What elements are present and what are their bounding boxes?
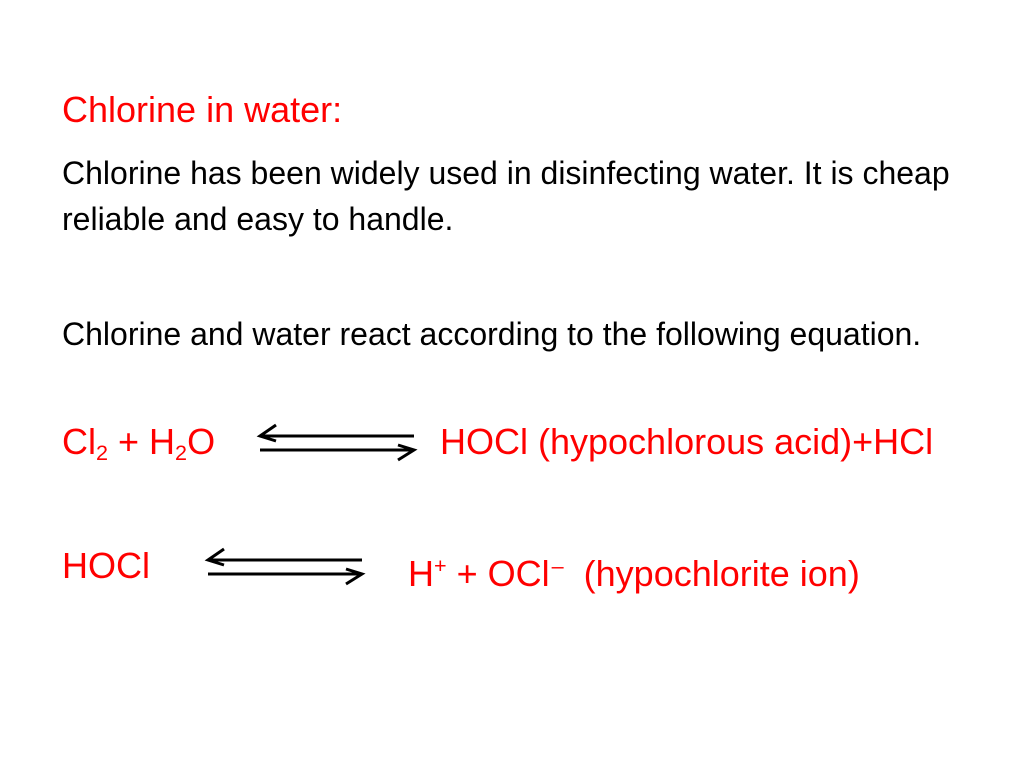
cl-subscript: 2: [96, 440, 109, 466]
plus-sign: +: [108, 421, 150, 462]
reaction-paragraph: Chlorine and water react according to the following equation.: [62, 316, 922, 352]
equation-1-reactants: [62, 412, 215, 472]
plus-sign: +: [446, 552, 488, 594]
o-symbol: O: [187, 421, 216, 462]
equation-hocl-dissociation: [0, 536, 1024, 596]
equation-chlorine-water: [0, 412, 1024, 472]
h-subscript: 2: [175, 440, 188, 466]
slide-title: Chlorine in water:: [62, 89, 343, 130]
h-symbol: H: [408, 552, 434, 594]
intro-paragraph: Chlorine has been widely used in disinfecting water. It is cheap reliable and easy to handle.: [62, 155, 950, 237]
h-plus-superscript: +: [434, 553, 447, 578]
ocl-minus-superscript: –: [551, 553, 564, 578]
equation-2-reactant: HOCl: [62, 545, 150, 586]
equation-1-products: HOCl (hypochlorous acid)+HCl: [440, 421, 934, 462]
cl-symbol: Cl: [62, 421, 96, 462]
equilibrium-arrow-icon: [254, 422, 424, 462]
hypochlorite-label: (hypochlorite ion): [563, 552, 860, 594]
ocl-symbol: OCl: [487, 552, 550, 594]
h-symbol: H: [149, 421, 176, 462]
equation-2-products: [408, 536, 860, 604]
equilibrium-arrow-icon: [202, 546, 372, 586]
